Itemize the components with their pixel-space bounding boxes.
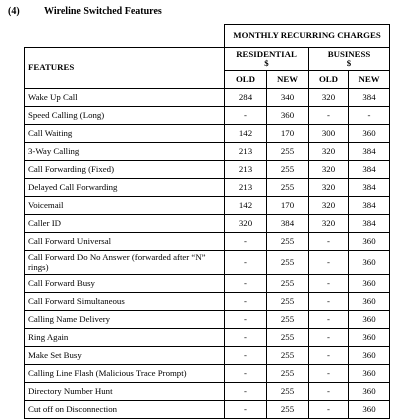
business-old-cell: 320 <box>309 143 349 161</box>
business-old-cell: - <box>309 365 349 383</box>
residential-new-cell: 340 <box>267 89 309 107</box>
feature-cell: Caller ID <box>25 215 225 233</box>
table-row <box>25 107 390 125</box>
feature-cell: Calling Line Flash (Malicious Trace Prompt) <box>25 365 225 383</box>
bus-old-header: OLD <box>309 71 349 89</box>
table-row <box>25 329 390 347</box>
table-row <box>25 233 390 251</box>
residential-old-cell: 284 <box>225 89 267 107</box>
residential-header <box>225 48 309 71</box>
business-old-cell: - <box>309 311 349 329</box>
business-old-cell: 320 <box>309 179 349 197</box>
table-row <box>25 215 390 233</box>
feature-cell: Delayed Call Forwarding <box>25 179 225 197</box>
residential-old-cell: 213 <box>225 161 267 179</box>
business-old-cell: 300 <box>309 125 349 143</box>
residential-new-cell: 384 <box>267 215 309 233</box>
section-title: Wireline Switched Features <box>44 6 162 17</box>
residential-old-cell: 320 <box>225 215 267 233</box>
business-old-cell: - <box>309 347 349 365</box>
feature-cell: 3-Way Calling <box>25 143 225 161</box>
residential-old-cell: - <box>225 347 267 365</box>
business-old-cell: - <box>309 107 349 125</box>
residential-new-cell: 255 <box>267 143 309 161</box>
residential-new-cell: 255 <box>267 311 309 329</box>
table-row <box>25 143 390 161</box>
table-row <box>25 293 390 311</box>
section-number: (4) <box>8 6 20 17</box>
residential-new-cell: 170 <box>267 125 309 143</box>
feature-cell: Ring Again <box>25 329 225 347</box>
residential-new-cell: 255 <box>267 275 309 293</box>
business-new-cell: 360 <box>349 311 390 329</box>
business-new-cell: 384 <box>349 143 390 161</box>
table-row <box>25 311 390 329</box>
feature-cell: Call Forward Universal <box>25 233 225 251</box>
residential-new-cell: 255 <box>267 179 309 197</box>
business-old-cell: - <box>309 401 349 419</box>
residential-new-cell: 255 <box>267 251 309 275</box>
business-label: BUSINESS <box>327 48 371 59</box>
table-row <box>25 161 390 179</box>
business-new-cell: 360 <box>349 383 390 401</box>
res-new-header: NEW <box>267 71 309 89</box>
residential-old-cell: 213 <box>225 143 267 161</box>
residential-old-cell: - <box>225 383 267 401</box>
residential-old-cell: - <box>225 233 267 251</box>
business-old-cell: - <box>309 233 349 251</box>
residential-new-cell: 255 <box>267 233 309 251</box>
features-table <box>24 24 390 419</box>
res-old-header: OLD <box>225 71 267 89</box>
feature-cell: Call Forward Do No Answer (forwarded after “N” rings) <box>25 251 225 275</box>
business-new-cell: 384 <box>349 161 390 179</box>
monthly-charges-header: MONTHLY RECURRING CHARGES <box>225 25 390 48</box>
business-new-cell: 360 <box>349 365 390 383</box>
residential-old-cell: 142 <box>225 197 267 215</box>
residential-new-cell: 255 <box>267 161 309 179</box>
business-new-cell: 360 <box>349 125 390 143</box>
business-old-cell: - <box>309 275 349 293</box>
residential-new-cell: 170 <box>267 197 309 215</box>
business-old-cell: 320 <box>309 89 349 107</box>
residential-new-cell: 255 <box>267 383 309 401</box>
business-new-cell: 360 <box>349 347 390 365</box>
residential-old-cell: - <box>225 365 267 383</box>
residential-old-cell: - <box>225 107 267 125</box>
feature-cell: Make Set Busy <box>25 347 225 365</box>
feature-cell: Call Forward Simultaneous <box>25 293 225 311</box>
business-old-cell: - <box>309 293 349 311</box>
table-row <box>25 125 390 143</box>
table-row <box>25 365 390 383</box>
business-new-cell: - <box>349 107 390 125</box>
residential-unit: $ <box>264 58 269 68</box>
residential-new-cell: 255 <box>267 293 309 311</box>
business-old-cell: - <box>309 251 349 275</box>
feature-cell: Cut off on Disconnection <box>25 401 225 419</box>
feature-cell: Call Forward Busy <box>25 275 225 293</box>
section-heading <box>8 6 162 17</box>
business-old-cell: 320 <box>309 215 349 233</box>
features-header: FEATURES <box>25 48 225 89</box>
residential-old-cell: - <box>225 293 267 311</box>
business-new-cell: 384 <box>349 215 390 233</box>
residential-new-cell: 255 <box>267 329 309 347</box>
business-old-cell: - <box>309 329 349 347</box>
residential-old-cell: - <box>225 311 267 329</box>
table-row <box>25 251 390 275</box>
business-new-cell: 360 <box>349 275 390 293</box>
business-new-cell: 384 <box>349 89 390 107</box>
table-row <box>25 383 390 401</box>
business-new-cell: 360 <box>349 293 390 311</box>
business-old-cell: 320 <box>309 197 349 215</box>
residential-label: RESIDENTIAL <box>236 48 297 59</box>
feature-cell: Call Forwarding (Fixed) <box>25 161 225 179</box>
residential-old-cell: - <box>225 329 267 347</box>
bus-new-header: NEW <box>349 71 390 89</box>
business-new-cell: 360 <box>349 251 390 275</box>
table-row <box>25 197 390 215</box>
residential-old-cell: - <box>225 275 267 293</box>
table-body <box>25 89 390 419</box>
business-header <box>309 48 390 71</box>
feature-cell: Speed Calling (Long) <box>25 107 225 125</box>
feature-cell: Directory Number Hunt <box>25 383 225 401</box>
residential-new-cell: 255 <box>267 365 309 383</box>
table-row <box>25 89 390 107</box>
feature-cell: Voicemail <box>25 197 225 215</box>
business-new-cell: 360 <box>349 233 390 251</box>
business-new-cell: 360 <box>349 329 390 347</box>
table-row <box>25 347 390 365</box>
business-new-cell: 384 <box>349 179 390 197</box>
residential-old-cell: - <box>225 251 267 275</box>
feature-cell: Call Waiting <box>25 125 225 143</box>
table-row <box>25 179 390 197</box>
residential-new-cell: 255 <box>267 401 309 419</box>
business-new-cell: 384 <box>349 197 390 215</box>
table-row <box>25 401 390 419</box>
business-old-cell: - <box>309 383 349 401</box>
business-old-cell: 320 <box>309 161 349 179</box>
residential-old-cell: 213 <box>225 179 267 197</box>
residential-new-cell: 360 <box>267 107 309 125</box>
feature-cell: Calling Name Delivery <box>25 311 225 329</box>
table-row <box>25 275 390 293</box>
feature-cell: Wake Up Call <box>25 89 225 107</box>
residential-old-cell: 142 <box>225 125 267 143</box>
residential-old-cell: - <box>225 401 267 419</box>
residential-new-cell: 255 <box>267 347 309 365</box>
business-new-cell: 360 <box>349 401 390 419</box>
business-unit: $ <box>346 58 352 68</box>
blank-corner <box>25 25 225 48</box>
